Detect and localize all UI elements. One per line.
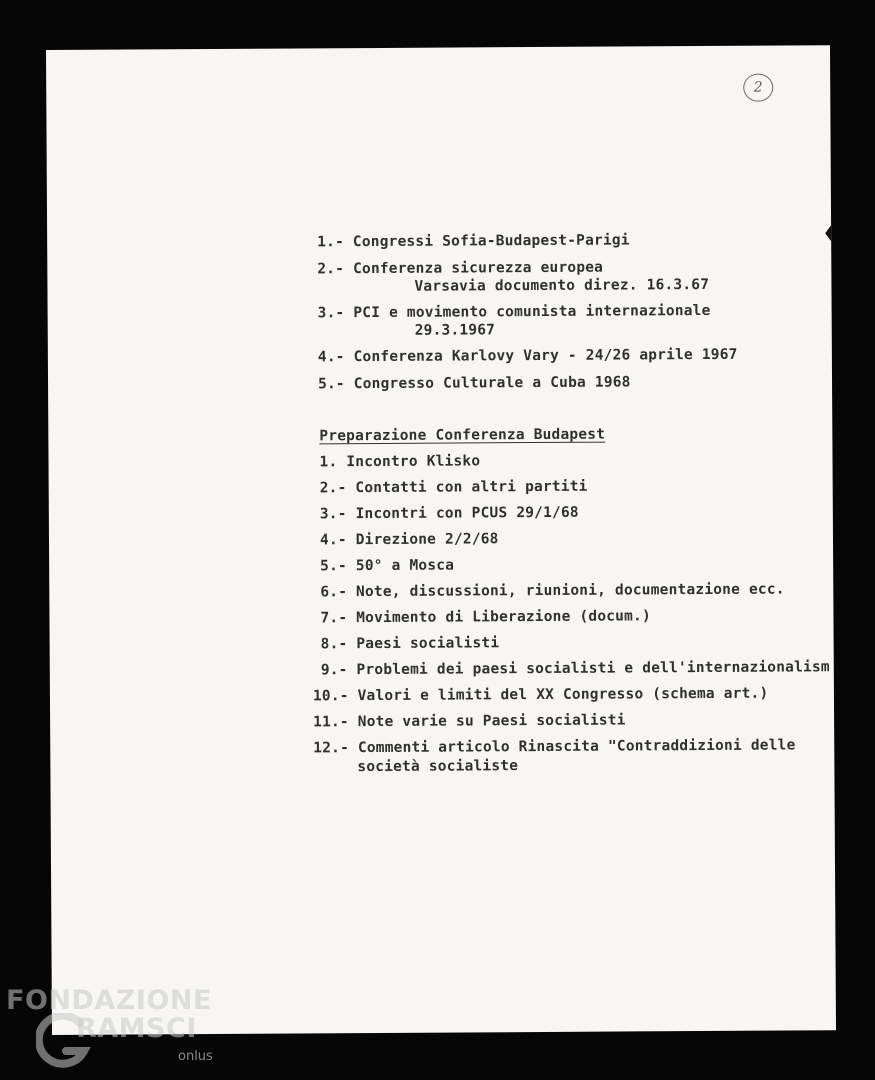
- list2-item: 8.- Paesi socialisti: [320, 635, 500, 653]
- list2-item: 11.- Note varie su Paesi socialisti: [313, 712, 626, 731]
- list2-item: 7.- Movimento di Liberazione (docum.): [320, 608, 651, 627]
- list2-item: 1. Incontro Klisko: [319, 453, 481, 471]
- list1-item-continuation: 29.3.1967: [414, 322, 496, 339]
- watermark-line1: FONDAZIONE: [6, 985, 212, 1016]
- page-number: 2: [743, 74, 773, 102]
- list2-item: 9.- Problemi dei paesi socialisti e dell'internazionalism: [320, 659, 830, 679]
- list2-item: 10.- Valori e limiti del XX Congresso (schema art.): [312, 685, 769, 705]
- list2-item: 5.- 50° a Mosca: [320, 557, 455, 575]
- list2-item: 3.- Incontri con PCUS 29/1/68: [319, 504, 579, 523]
- list1-item: 5.- Congresso Culturale a Cuba 1968: [317, 374, 631, 393]
- foundation-watermark: [4, 985, 234, 1075]
- list2-item: 12.- Commenti articolo Rinascita "Contraddizioni delle: [313, 737, 796, 757]
- list2-item: 2.- Contatti con altri partiti: [319, 478, 588, 497]
- list1-item: 1.- Congressi Sofia-Budapest-Parigi: [317, 232, 630, 251]
- list2-item: 6.- Note, discussioni, riunioni, documentazione ecc.: [320, 581, 785, 601]
- typed-text: [46, 45, 836, 1035]
- list1-item-continuation: Varsavia documento direz. 16.3.67: [414, 276, 710, 295]
- list2-item: 4.- Direzione 2/2/68: [319, 531, 499, 549]
- watermark-line2: RAMSCI: [76, 1013, 197, 1044]
- section-heading: Preparazione Conferenza Budapest: [319, 426, 606, 445]
- list1-item: 3.- PCI e movimento comunista internazionale: [317, 302, 711, 322]
- watermark-subtitle: onlus: [178, 1049, 213, 1064]
- list1-item: 2.- Conferenza sicurezza europea: [317, 259, 604, 278]
- list1-item: 4.- Conferenza Karlovy Vary - 24/26 aprile 1967: [317, 346, 738, 366]
- document-page: [46, 45, 836, 1035]
- list2-item-continuation: società socialiste: [357, 758, 519, 776]
